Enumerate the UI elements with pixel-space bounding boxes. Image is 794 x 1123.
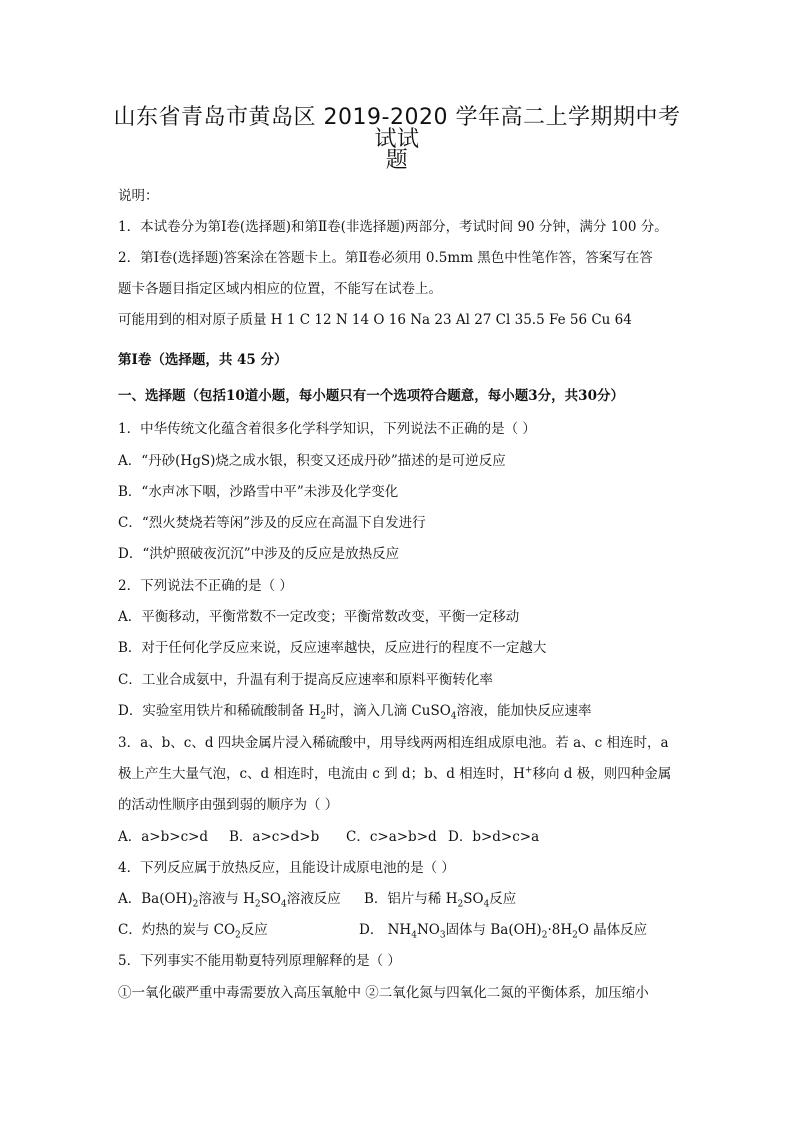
q1-stem: 1．中华传统文化蕴含着很多化学科学知识，下列说法不正确的是（ ） bbox=[118, 421, 536, 437]
q4-c-text2: 反应 bbox=[240, 922, 268, 938]
q4-b-sub2: 4 bbox=[483, 899, 490, 910]
q4-d-sub1: 4 bbox=[411, 930, 417, 941]
notes-label: 说明： bbox=[118, 188, 159, 204]
q4-a-text3: SO bbox=[260, 891, 281, 907]
q4-d-text2: NO bbox=[416, 922, 440, 938]
q4-a-text1: A．Ba(OH) bbox=[118, 891, 193, 907]
q4-d-sub3: 2 bbox=[541, 930, 548, 941]
q4-b-text3: 反应 bbox=[489, 891, 517, 907]
q3-line2-text2: 移向 d 极，则四种金属 bbox=[532, 766, 672, 782]
q3-options bbox=[118, 829, 678, 845]
q4-a-sub2: 2 bbox=[254, 899, 261, 910]
q3-option-c: C．c>a>b>d bbox=[346, 829, 437, 845]
q4-a-text4: 溶液反应 bbox=[286, 891, 341, 907]
q4-option-c bbox=[118, 922, 359, 941]
q4-option-a bbox=[118, 891, 364, 910]
q4-c-text1: C．灼热的炭与 CO bbox=[118, 922, 236, 938]
q2-d-text3: 溶液，能加快反应速率 bbox=[456, 703, 592, 719]
document-title-line1: 山东省青岛市黄岛区 2019-2020 学年高二上学期期中考试试 bbox=[113, 105, 681, 152]
q2-option-a: A．平衡移动，平衡常数不一定改变；平衡常数改变，平衡一定移动 bbox=[118, 609, 520, 625]
q1-option-c: C．“烈火焚烧若等闲”涉及的反应在高温下自发进行 bbox=[118, 515, 426, 531]
q2-d-sub2: 4 bbox=[450, 711, 457, 722]
q1-option-a: A．“丹砂(HgS)烧之成水银，积变又还成丹砂”描述的是可逆反应 bbox=[118, 453, 506, 469]
note-item-1: 1．本试卷分为第Ⅰ卷(选择题)和第Ⅱ卷(非选择题)两部分，考试时间 90 分钟，满分 100 分。 bbox=[118, 219, 668, 235]
q3-option-d: D．b>d>c>a bbox=[448, 829, 540, 845]
q3-line2-sup: + bbox=[524, 765, 533, 776]
q4-a-sub3: 4 bbox=[280, 899, 287, 910]
q4-b-sub1: 2 bbox=[457, 899, 464, 910]
q4-c-sub: 2 bbox=[235, 930, 241, 941]
q1-option-b: B．“水声冰下咽，沙路雪中平”未涉及化学变化 bbox=[118, 484, 399, 500]
q3-option-a: A．a>b>c>d bbox=[118, 829, 209, 845]
q4-a-text2: 溶液与 H bbox=[198, 891, 255, 907]
q3-line2-text1: 极上产生大量气泡，c、d 相连时，电流由 c 到 d；b、d 相连时，H bbox=[118, 766, 525, 782]
q2-option-d bbox=[118, 703, 678, 722]
q4-a-sub1: 2 bbox=[192, 899, 199, 910]
note-item-2-line2: 题卡各题目指定区域内相应的位置，不能写在试卷上。 bbox=[118, 281, 442, 297]
q3-stem-line3: 的活动性顺序由强到弱的顺序为（ ） bbox=[118, 797, 339, 813]
q4-d-text1: D． NH bbox=[359, 922, 412, 938]
q1-option-d: D．“洪炉照破夜沉沉”中涉及的反应是放热反应 bbox=[118, 546, 400, 562]
q4-stem: 4．下列反应属于放热反应，且能设计成原电池的是（ ） bbox=[118, 860, 455, 876]
q3-option-b: B．a>c>d>b bbox=[229, 829, 320, 845]
q2-d-sub1: 2 bbox=[320, 711, 327, 722]
document-title-line2: 题 bbox=[385, 148, 409, 173]
q2-option-b: B．对于任何化学反应来说，反应速率越快，反应进行的程度不一定越大 bbox=[118, 640, 547, 656]
q2-d-text2: 时，滴入几滴 CuSO bbox=[326, 703, 451, 719]
q4-option-b bbox=[364, 891, 517, 910]
q4-b-text2: SO bbox=[463, 891, 484, 907]
q3-stem-line1: 3．a、b、c、d 四块金属片浸入稀硫酸中，用导线两两相连组成原电池。若 a、c 相连时，a bbox=[118, 735, 669, 751]
section-heading: 一、选择题（包括10道小题，每小题只有一个选项符合题意，每小题3分，共30分） bbox=[118, 388, 624, 404]
q4-d-text5: O 晶体反应 bbox=[577, 922, 648, 938]
q2-d-text1: D．实验室用铁片和稀硫酸制备 H bbox=[118, 703, 321, 719]
q4-options-row1 bbox=[118, 891, 678, 910]
q4-b-text1: B．铝片与稀 H bbox=[364, 891, 458, 907]
q4-options-row2 bbox=[118, 922, 678, 941]
q4-d-sub4: 2 bbox=[572, 930, 578, 941]
q5-stem: 5．下列事实不能用勒夏特列原理解释的是（ ） bbox=[118, 953, 401, 969]
note-item-2-line1: 2．第Ⅰ卷(选择题)答案涂在答题卡上。第Ⅱ卷必须用 0.5mm 黑色中性笔作答，答案写在答 bbox=[118, 250, 653, 266]
part1-heading: 第Ⅰ卷（选择题，共 45 分） bbox=[118, 352, 288, 368]
atomic-masses: 可能用到的相对原子质量 H 1 C 12 N 14 O 16 Na 23 Al 27 Cl 35.5 Fe 56 Cu 64 bbox=[118, 312, 632, 328]
q4-d-sub2: 3 bbox=[439, 930, 446, 941]
q3-stem-line2 bbox=[118, 766, 678, 782]
q2-option-c: C．工业合成氨中，升温有利于提高反应速率和原料平衡转化率 bbox=[118, 672, 493, 688]
q4-option-d bbox=[359, 922, 648, 941]
q4-d-text4: ·8H bbox=[547, 922, 573, 938]
q5-item-line1: ①一氧化碳严重中毒需要放入高压氧舱中 ②二氧化氮与四氧化二氮的平衡体系，加压缩小 bbox=[118, 985, 649, 1001]
q2-stem: 2．下列说法不正确的是（ ） bbox=[118, 578, 293, 594]
q4-d-text3: 固体与 Ba(OH) bbox=[445, 922, 542, 938]
